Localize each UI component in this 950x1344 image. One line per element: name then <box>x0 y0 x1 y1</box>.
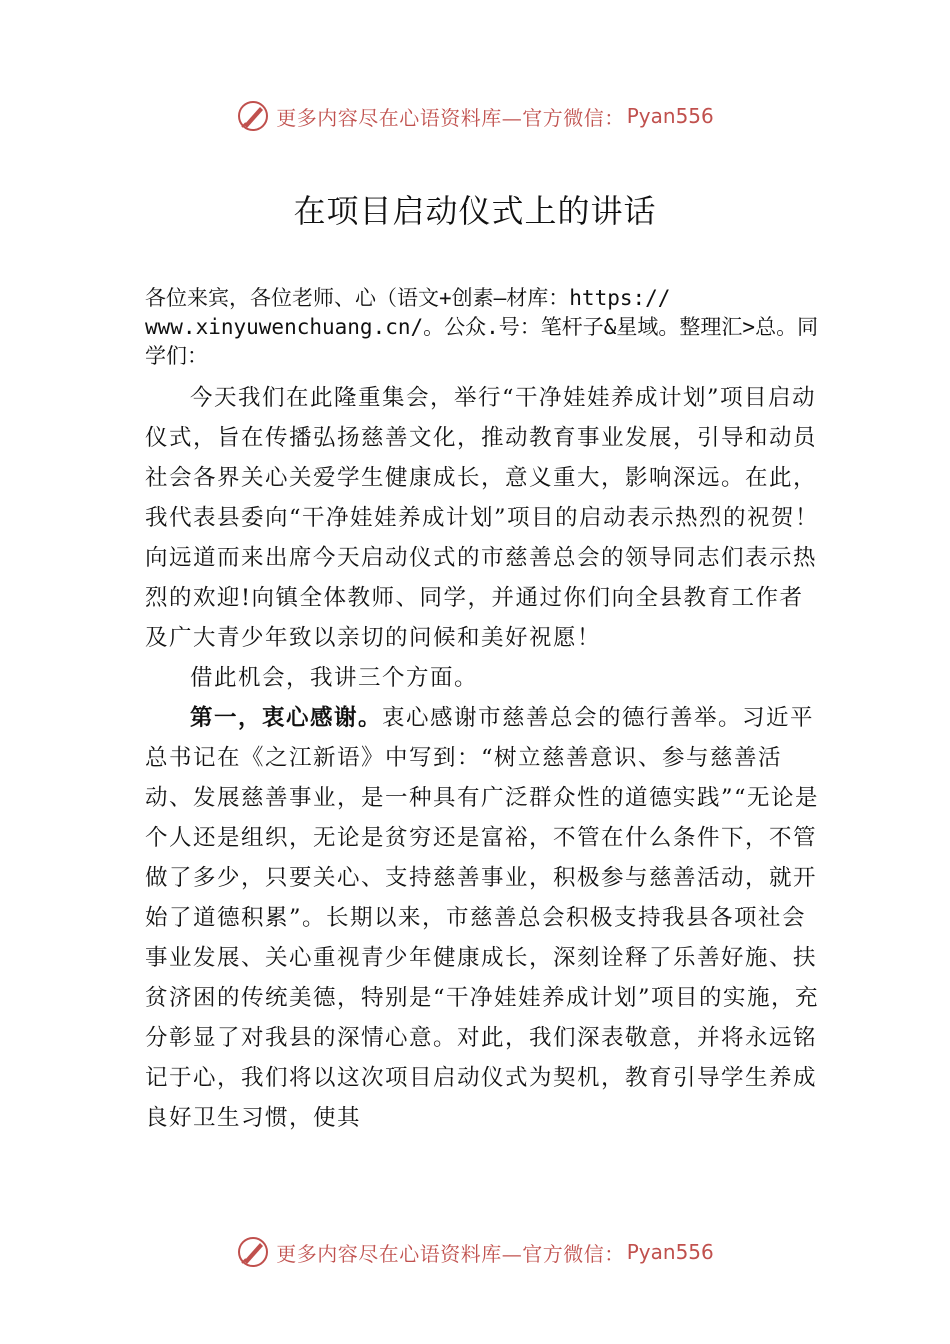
section-heading: 第一，衷心感谢。 <box>190 705 383 731</box>
paragraph-text: 今天我们在此隆重集会，举行“干净娃娃养成计划”项目启动仪式，旨在传播弘扬慈善文化，推动教育事业发展，引导和动员社会各界关心关爱学生健康成长，意义重大，影响深远。在此，我代表县委向“干净娃娃养成计划”项目的启动表示热烈的祝贺！向远道而来出席今天启动仪式的市慈善总会的领导同志们表示热烈的欢迎!向镇全体教师、同学，并通过你们向全县教育工作者及广大青少年致以亲切的问候和美好祝愿！ <box>145 385 820 651</box>
banner-text: 更多内容尽在心语资料库—官方微信： <box>276 105 625 130</box>
salutation-text: 各位来宾，各位老师、心（语文+创素—材库：https:// www.xinyuwenchuang.cn/。公众.号：笔杆子&星域。整理汇>总。同学们： <box>145 286 819 368</box>
header-watermark-banner <box>0 96 950 136</box>
quill-pen-logo-icon <box>236 99 270 133</box>
paragraph-text: 衷心感谢市慈善总会的德行善举。习近平总书记在《之江新语》中写到：“树立慈善意识、参与慈善活动、发展慈善事业，是一种具有广泛群众性的道德实践”“无论是个人还是组织，无论是贫穷还是富裕，不管在什么条件下，不管做了多少，只要关心、支持慈善事业，积极参与慈善活动，就开始了道德积累”。长期以来，市慈善总会积极支持我县各项社会事业发展、关心重视青少年健康成长，深刻诠释了乐善好施、扶贫济困的传统美德，特别是“干净娃娃养成计划”项目的实施，充分彰显了对我县的深情心意。对此，我们深表敬意，并将永远铭记于心，我们将以这次项目启动仪式为契机，教育引导学生养成良好卫生习惯，使其 <box>145 705 820 1131</box>
paragraph <box>145 658 825 698</box>
paragraph <box>145 698 825 1138</box>
speech-body <box>145 378 825 1138</box>
banner-wechat-id: Pyan556 <box>626 1240 714 1264</box>
quill-pen-logo-icon <box>236 1235 270 1269</box>
document-title: 在项目启动仪式上的讲话 <box>293 192 657 230</box>
paragraph <box>145 378 825 658</box>
footer-watermark-banner <box>0 1232 950 1272</box>
banner-wechat-id: Pyan556 <box>626 104 714 128</box>
banner-text: 更多内容尽在心语资料库—官方微信： <box>276 1241 625 1266</box>
paragraph-text: 借此机会，我讲三个方面。 <box>190 665 479 691</box>
